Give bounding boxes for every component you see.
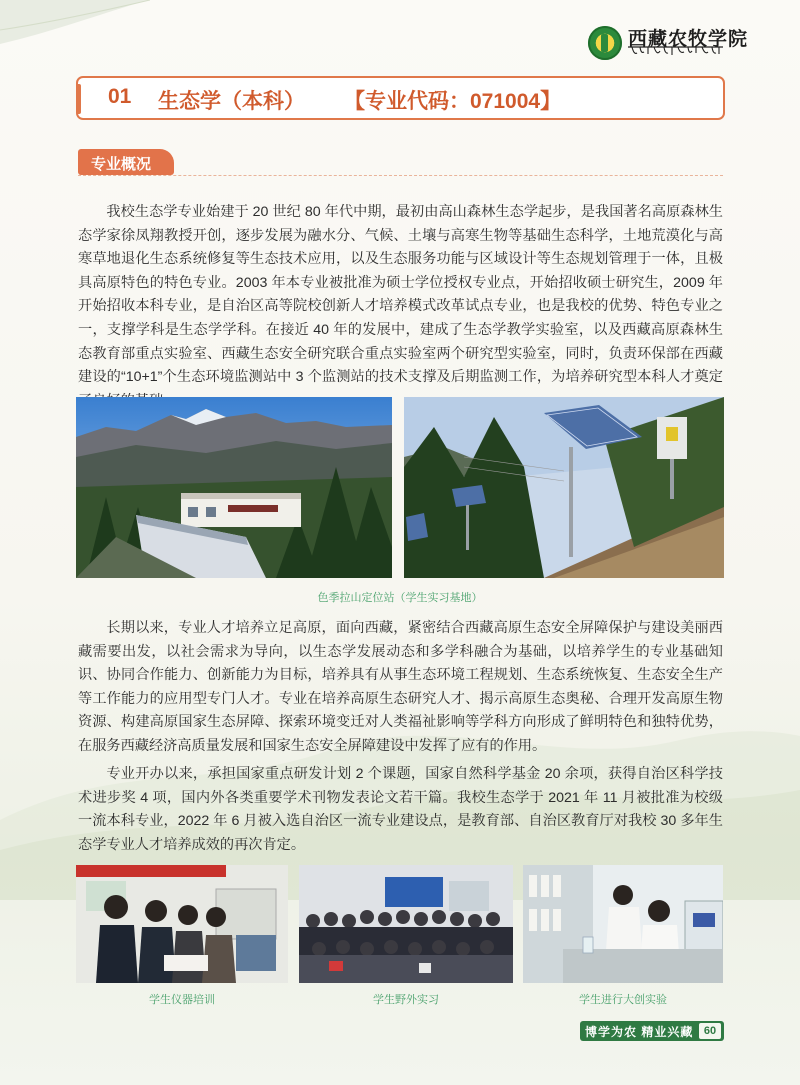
section-heading-label: 专业概况 [91, 156, 152, 173]
title-accent-bar [76, 84, 81, 114]
mountain-station-photo [76, 397, 392, 578]
major-title-box [76, 76, 725, 120]
footer-motto: 博学为农 精业兴藏 [585, 1025, 694, 1039]
page-number: 60 [699, 1023, 721, 1039]
lab-experiment-photo [523, 865, 723, 983]
field-practice-group-photo [299, 865, 513, 983]
overview-paragraph-3: 专业开办以来，承担国家重点研发计划 2 个课题，国家自然科学基金 20 余项，获得自治区科学技术进步奖 4 项，国内外各类重要学术刊物发表论文若干篇。我校生态学于 2021 年 11 月被批准为校级一流本科专业，2022 年 6 月被入选自治区一流专业建设点，是教育部、自治区教育厅对我校 30 多年生态学专业人才培养成效的再次肯定。 [78, 766, 723, 853]
major-name: 生态学（本科） [158, 90, 305, 113]
overview-paragraph-2: 长期以来，专业人才培养立足高原，面向西藏，紧密结合西藏高原生态安全屏障保护与建设美丽西藏需要出发，以社会需求为导向，以生态学发展动态和多学科融合为基础，以培养学生的专业基础知识、协同合作能力、创新能力为目标，培养具有从事生态环境工程规划、生态系统恢复、生态安全生产等工作能力的应用型专门人才。专业在培养高原生态研究人才、揭示高原生态奥秘、合理开发高原生物资源、构建高原国家生态屏障、探索环境变迁对人类福祉影响等学科方向形成了鲜明特色和独特优势，在服务西藏经济高质量发展和国家生态安全屏障建设中发挥了应有的作用。 [78, 620, 723, 754]
major-code: 【专业代码：071004】 [344, 90, 562, 113]
instrument-training-photo [76, 865, 288, 983]
footer-motto-bar [580, 1021, 724, 1041]
overview-paragraph-1: 我校生态学专业始建于 20 世纪 80 年代中期，最初由高山森林生态学起步，是我国著名高原森林生态学家徐凤翔教授开创，逐步发展为融水分、气候、土壤与高寒生物等基础生态科学，土地荒漠化与高寒草地退化生态系统修复等生态技术应用，以及生态服务功能与区域设计等生态规划管理于一体，且极具高原特色的特色专业。2003 年本专业被批准为硕士学位授权专业点，开始招收硕士研究生，2009 年开始招收本科专业，是自治区高等院校创新人才培养模式改革试点专业，也是我校的优势、特色专业之一，支撑学科是生态学学科。在接近 40 年的发展中，建成了生态学教学实验室，以及西藏高原森林生态教育部重点实验室、西藏生态安全研究联合重点实验室两个研究型实验室，同时，负责环保部在西藏建设的“10+1”个生态环境监测站中 3 个监测站的技术支撑及后期监测工作，为培养研究型本科人才奠定 [78, 204, 723, 386]
section-heading-overview [78, 149, 174, 175]
field-practice-caption: 学生野外实习 [373, 994, 439, 1006]
instrument-training-caption: 学生仪器培训 [149, 994, 215, 1006]
school-emblem-icon [588, 26, 622, 60]
station-photo-caption: 色季拉山定位站（学生实习基地） [317, 592, 483, 604]
section-divider [78, 175, 723, 176]
solar-panel-photo [404, 397, 724, 578]
school-name-chinese: 西藏农牧学院 [628, 28, 749, 50]
school-name-tibetan-script [628, 44, 723, 58]
corner-decoration [0, 0, 150, 48]
major-number: 01 [108, 85, 132, 108]
lab-experiment-caption: 学生进行大创实验 [579, 994, 667, 1006]
